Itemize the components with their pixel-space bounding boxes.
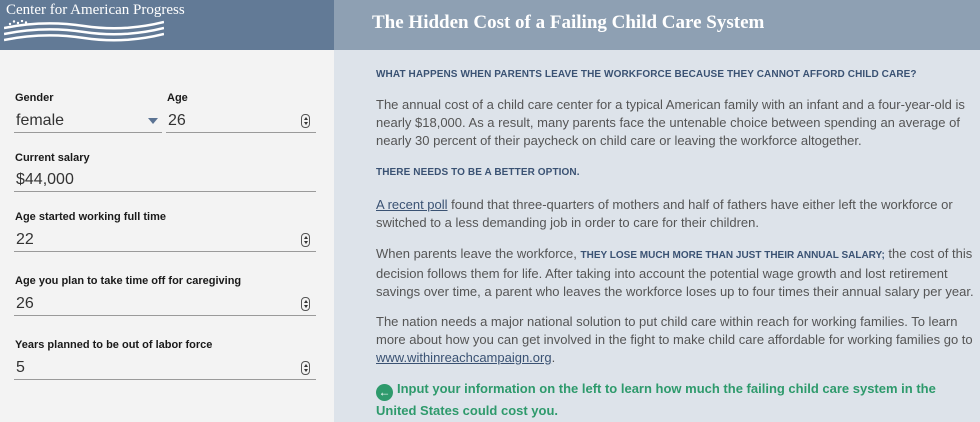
- lose-more-paragraph: [376, 245, 974, 301]
- question-heading: WHAT HAPPENS WHEN PARENTS LEAVE THE WORKFORCE BECAUSE THEY CANNOT AFFORD CHILD CARE?: [376, 69, 917, 80]
- salary-label: Current salary: [15, 152, 90, 164]
- stepper-icon[interactable]: [301, 233, 310, 247]
- intro-paragraph: The annual cost of a child care center for a typical American family with an infant and a four-year-old is nearly $18,000. As a result, many parents face the untenable choice between spending an average of nearly 30 percent of their paycheck on child care or leaving the workforce altogether.: [376, 97, 965, 148]
- cta-text: Input your information on the left to learn how much the failing child care system in the United States could cost you.: [376, 381, 936, 418]
- start-age-value: 22: [16, 231, 34, 248]
- recent-poll-link[interactable]: A recent poll: [376, 197, 448, 212]
- arrow-left-icon: ←: [376, 384, 393, 401]
- para3-rest: the cost of this decision follows them for life. After taking into account the potential wage growth and lost retirement savings over time, a parent who leaves the workforce loses up to four times their annual salary per year.: [376, 246, 974, 299]
- leave-age-value: 26: [16, 295, 34, 312]
- start-age-input[interactable]: [14, 228, 316, 252]
- poll-text: found that three-quarters of mothers and half of fathers have either left the workforce or switched to a less demanding job in order to care for their children.: [376, 197, 953, 230]
- age-label: Age: [167, 92, 188, 104]
- salary-input[interactable]: [14, 168, 316, 192]
- logo-text: Center for American Progress: [6, 2, 185, 18]
- years-out-input[interactable]: [14, 356, 316, 380]
- flag-stripes-icon: [4, 20, 164, 44]
- info-panel: [334, 50, 980, 422]
- cap-logo[interactable]: [0, 0, 334, 50]
- para4-end: .: [551, 350, 556, 365]
- para4-text: The nation needs a major national solution to put child care within reach for working families. To learn more about how you can get involved in the fight to make child care affordable for working families go to: [376, 314, 973, 347]
- leave-age-input[interactable]: [14, 292, 316, 316]
- para3-start: When parents leave the workforce,: [376, 246, 581, 261]
- call-to-action: [376, 379, 966, 420]
- start-age-label: Age started working full time: [15, 211, 166, 223]
- age-input[interactable]: [166, 109, 316, 133]
- header-bar: [0, 0, 980, 50]
- stepper-icon[interactable]: [301, 114, 310, 128]
- leave-age-label: Age you plan to take time off for caregiving: [15, 275, 242, 287]
- solution-paragraph: [376, 313, 974, 367]
- gender-label: Gender: [15, 92, 54, 104]
- salary-value: $44,000: [16, 171, 74, 188]
- gender-select[interactable]: [14, 109, 162, 133]
- campaign-link[interactable]: www.withinreachcampaign.org: [376, 350, 552, 365]
- age-value: 26: [168, 112, 186, 129]
- stepper-icon[interactable]: [301, 361, 310, 375]
- emphasis-text: THEY LOSE MUCH MORE THAN JUST THEIR ANNUAL SALARY;: [580, 250, 885, 261]
- stepper-icon[interactable]: [301, 297, 310, 311]
- years-out-label: Years planned to be out of labor force: [15, 339, 213, 351]
- years-out-value: 5: [16, 359, 25, 376]
- page-title: The Hidden Cost of a Failing Child Care System: [372, 12, 765, 33]
- poll-paragraph: [376, 196, 974, 232]
- gender-value: female: [16, 112, 65, 129]
- better-option-heading: THERE NEEDS TO BE A BETTER OPTION.: [376, 167, 580, 178]
- calculator-form: [0, 50, 334, 422]
- chevron-down-icon: [148, 118, 158, 124]
